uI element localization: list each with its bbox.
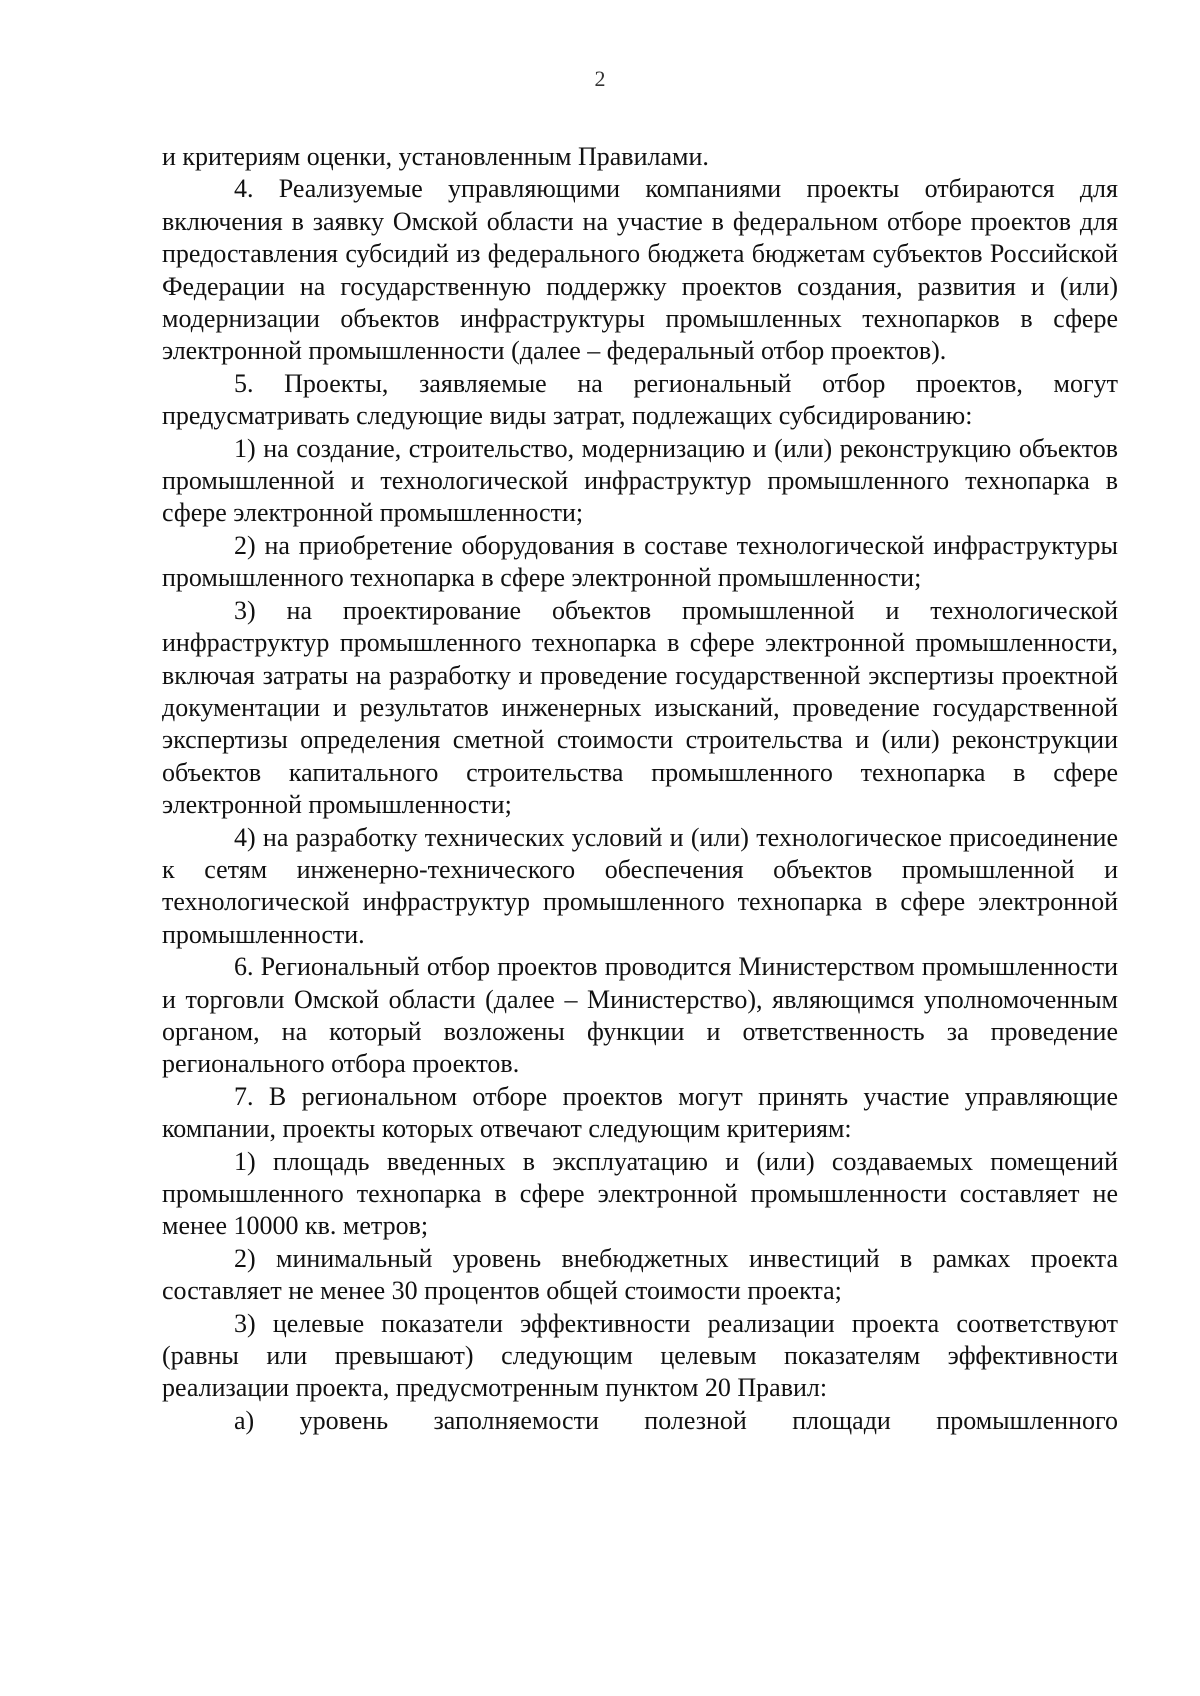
paragraph-item-4: 4. Реализуемые управляющими компаниями проекты отбираются для включения в заявку Омской области на участие в федеральном отборе проектов для предоставления субсидий из федерального бюджета бюджетам субъектов Российской Федерации на государственную поддержку проектов создания, развития и (или) модернизации объектов инфраструктуры промышленных технопарков в сфере электронной промышленности (далее – федеральный отбор проектов). [162, 174, 1118, 366]
subitem-5-3: 3) на проектирование объектов промышленной и технологической инфраструктур промышленного технопарка в сфере электронной промышленности, включая затраты на разработку и проведение государственной экспертизы проектной документации и результатов инженерных изысканий, проведение государственной экспертизы определения сметной стоимости строительства и (или) реконструкции объектов капитального строительства промышленного технопарка в сфере электронной промышленности; [162, 595, 1118, 820]
subitem-5-2: 2) на приобретение оборудования в составе технологической инфраструктуры промышленного технопарка в сфере электронной промышленности; [162, 530, 1118, 593]
page-number: 2 [594, 66, 606, 91]
subitem-5-4: 4) на разработку технических условий и (или) технологическое присоединение к сетям инженерно-технического обеспечения объектов промышленной и технологической инфраструктур промышленного технопарка в сфере электронной промышленности. [162, 822, 1118, 949]
subitem-7-1: 1) площадь введенных в эксплуатацию и (или) создаваемых помещений промышленного технопарка в сфере электронной промышленности составляет не менее 10000 кв. метров; [162, 1146, 1118, 1241]
subitem-7-2: 2) минимальный уровень внебюджетных инвестиций в рамках проекта составляет не менее 30 процентов общей стоимости проекта; [162, 1243, 1118, 1306]
paragraph-continuation: и критериям оценки, установленным Правилами. [162, 142, 709, 171]
subitem-7-3-a: а) уровень заполняемости полезной площади промышленного [234, 1405, 1118, 1435]
paragraph-item-5: 5. Проекты, заявляемые на региональный отбор проектов, могут предусматривать следующие виды затрат, подлежащих субсидированию: [162, 368, 1118, 431]
subitem-5-1: 1) на создание, строительство, модернизацию и (или) реконструкцию объектов промышленной и технологической инфраструктур промышленного технопарка в сфере электронной промышленности; [162, 433, 1118, 528]
paragraph-item-7: 7. В региональном отборе проектов могут принять участие управляющие компании, проекты которых отвечают следующим критериям: [162, 1081, 1118, 1144]
document-body [162, 141, 1118, 1437]
subitem-7-3: 3) целевые показатели эффективности реализации проекта соответствуют (равны или превышают) следующим целевым показателям эффективности реализации проекта, предусмотренным пунктом 20 Правил: [162, 1308, 1118, 1403]
paragraph-item-6: 6. Региональный отбор проектов проводится Министерством промышленности и торговли Омской области (далее – Министерство), являющимся уполномоченным органом, на который возложены функции и ответственность за проведение регионального отбора проектов. [162, 952, 1118, 1079]
